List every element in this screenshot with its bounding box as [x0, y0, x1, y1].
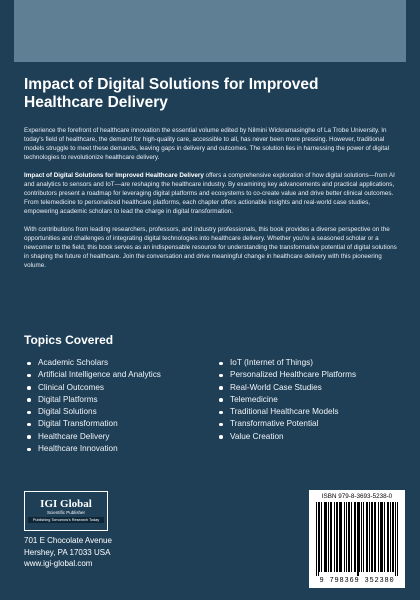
topic-label: Real-World Case Studies	[230, 382, 322, 392]
topic-item	[218, 394, 356, 406]
publisher-address	[24, 535, 112, 570]
topic-label: Healthcare Delivery	[38, 431, 110, 441]
topic-label: Academic Scholars	[38, 358, 109, 367]
topic-item	[26, 369, 161, 381]
book-title	[24, 76, 396, 112]
logo-tagline: Publishing Tomorrow's Research Today	[28, 517, 104, 523]
topic-label: Digital Transformation	[38, 419, 118, 429]
topic-item	[218, 357, 356, 369]
publisher-website: www.igi-global.com	[24, 559, 93, 568]
topic-label: Digital Solutions	[38, 407, 97, 417]
bullet-icon	[219, 435, 223, 439]
topic-item	[218, 382, 356, 394]
topic-item	[218, 406, 356, 418]
description-paragraph-2-text: offers a comprehensive exploration of how digital solutions—from AI and analytics to sensors and IoT—are reshaping the healthcare industry. By examining key advancements and practical applications, contributors present a roadmap for leveraging digital platforms and ecosystems to co-create value and drive better clinical outcomes. From telemedicine to personalized healthcare platforms, each chapter offers actionable insights and real-world case studies, empowering academic scholars to lead the charge in digital transformation.	[24, 172, 395, 215]
topics-list-right	[218, 357, 356, 443]
title-line-1: Impact of Digital Solutions for Improved	[24, 76, 319, 93]
bullet-icon	[27, 411, 31, 415]
topic-item	[26, 357, 161, 369]
bullet-icon	[219, 423, 223, 427]
description-paragraph-2	[24, 171, 398, 216]
bullet-icon	[219, 374, 223, 378]
description-paragraph-1: Experience the forefront of healthcare innovation the essential volume edited by Nilmini Wickramasinghe of La Trobe University. In today's field of healthcare, the demand for high-quality care, accessible to all, has never been more pressing. However, traditional models struggle to meet these demands, leaving gaps in delivery and outcomes. The solution lies in harnessing the power of digital technologies to revolutionize healthcare delivery.	[24, 127, 389, 161]
book-description	[24, 126, 398, 279]
bullet-icon	[219, 398, 223, 402]
barcode-image	[316, 502, 398, 576]
bullet-icon	[27, 398, 31, 402]
topic-label: Telemedicine	[230, 394, 278, 404]
topic-item	[26, 382, 161, 394]
bullet-icon	[219, 411, 223, 415]
topic-item	[26, 443, 161, 455]
barcode-number: 9 798369 352380	[319, 577, 395, 585]
isbn-label: ISBN 979-8-3693-5238-0	[321, 493, 393, 500]
bullet-icon	[27, 386, 31, 390]
barcode-panel	[309, 490, 405, 588]
topic-label: Value Creation	[230, 431, 284, 441]
topic-label: IoT (Internet of Things)	[230, 358, 313, 367]
topic-label: Artificial Intelligence and Analytics	[38, 370, 161, 380]
topic-item	[218, 431, 356, 443]
bullet-icon	[27, 423, 31, 427]
topic-item	[218, 418, 356, 430]
bullet-icon	[27, 435, 31, 439]
publisher-logo	[24, 491, 108, 531]
title-line-2: Healthcare Delivery	[24, 94, 168, 111]
bullet-icon	[27, 374, 31, 378]
topic-label: Transformative Potential	[230, 419, 319, 429]
topic-item	[26, 394, 161, 406]
topic-label: Traditional Healthcare Models	[230, 407, 339, 417]
topic-label: Digital Platforms	[38, 394, 98, 404]
topics-heading: Topics Covered	[24, 333, 114, 347]
top-image-panel	[14, 0, 406, 62]
bullet-icon	[219, 362, 223, 366]
topic-label: Clinical Outcomes	[38, 382, 104, 392]
topic-label: Personalized Healthcare Platforms	[230, 370, 357, 380]
topic-label: Healthcare Innovation	[38, 444, 118, 454]
bullet-icon	[27, 362, 31, 366]
address-street: 701 E Chocolate Avenue	[24, 536, 112, 545]
topic-item	[26, 418, 161, 430]
address-city: Hershey, PA 17033 USA	[24, 547, 111, 557]
description-paragraph-3: With contributions from leading researchers, professors, and industry professionals, this book provides a diverse perspective on the opportunities and challenges of integrating digital technologies into healthcare delivery. Whether you're a seasoned scholar or a newcomer to the field, this book serves as an indispensable resource for understanding the transformative potential of digital solutions in shaping the future of healthcare. Join the conversation and drive meaningful change in healthcare delivery with this pioneering volume.	[24, 226, 397, 269]
topics-list-left	[26, 357, 161, 455]
bullet-icon	[27, 448, 31, 452]
topic-item	[26, 406, 161, 418]
topic-item	[26, 431, 161, 443]
bullet-icon	[219, 386, 223, 390]
topic-item	[218, 369, 356, 381]
logo-main-text: IGI Global	[40, 498, 92, 510]
description-title-lead: Impact of Digital Solutions for Improved Healthcare Delivery	[24, 172, 204, 179]
logo-sub-text: Scientific Publisher	[46, 510, 86, 515]
